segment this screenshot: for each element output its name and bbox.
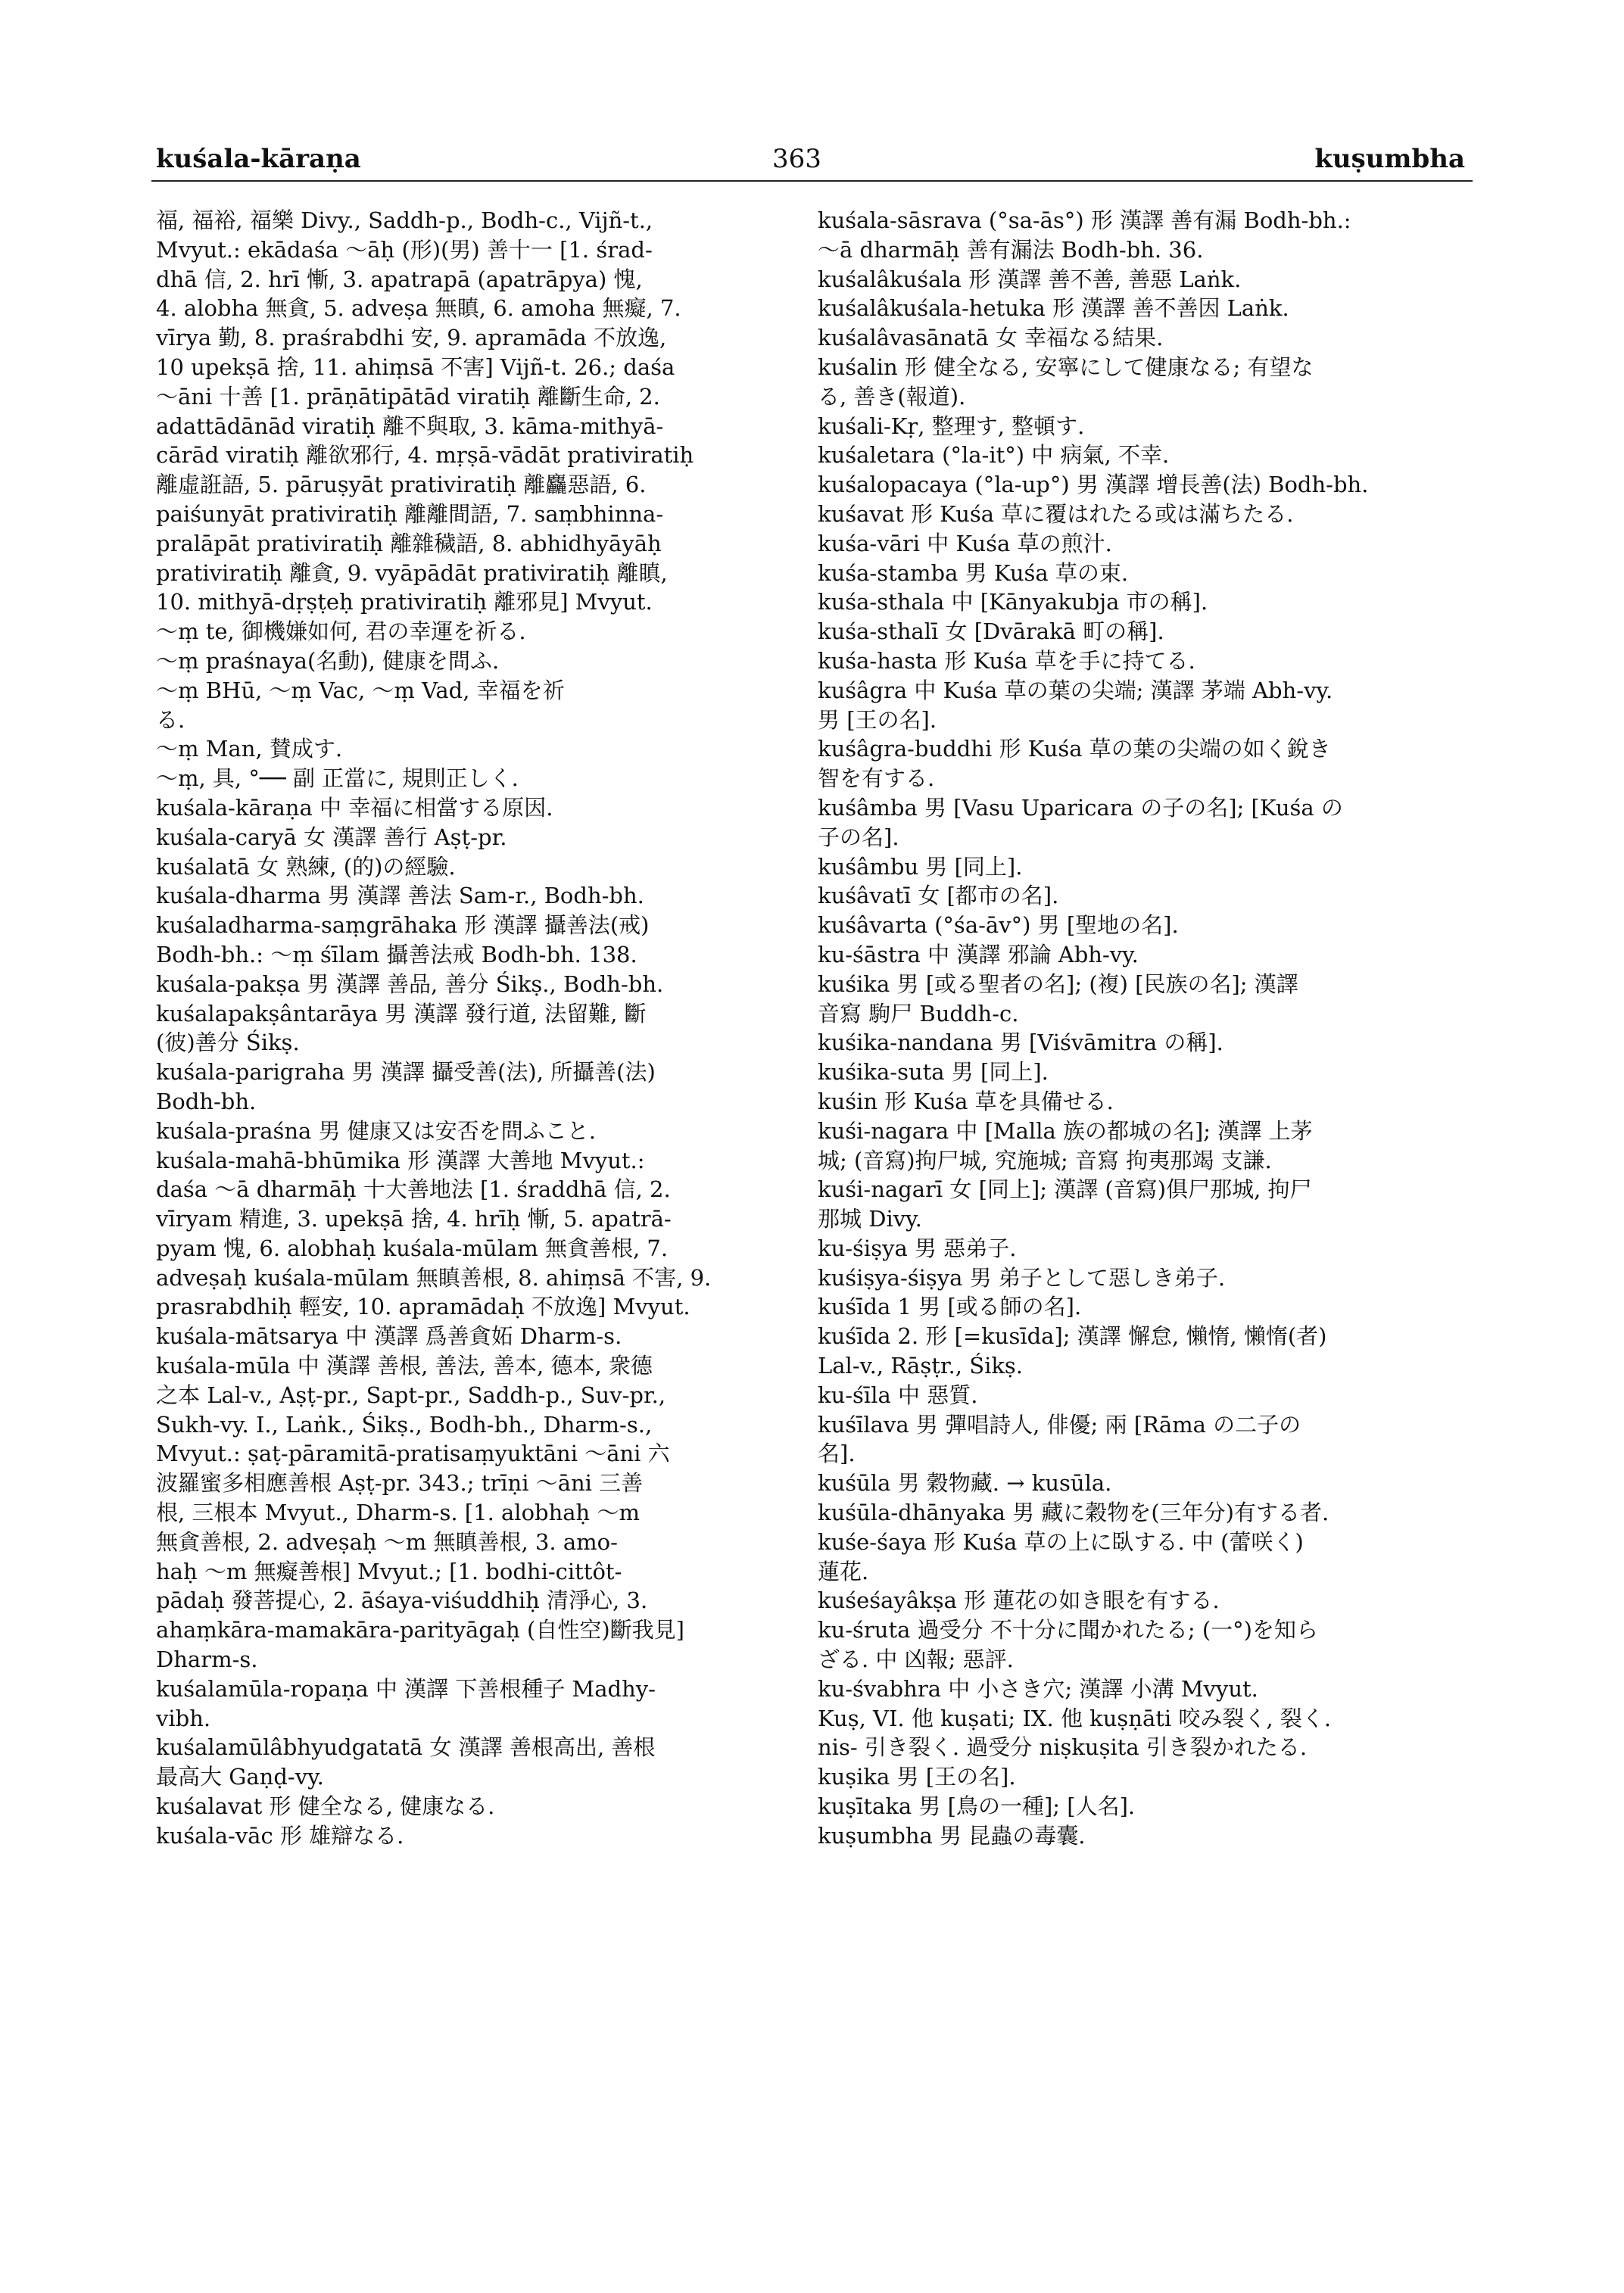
- text-line: Bodh-bh.: [156, 1088, 257, 1114]
- text-line: kuṣika 男 [王の名].: [818, 1764, 1016, 1790]
- text-line: kuśâvatī 女 [都市の名].: [818, 883, 1059, 909]
- text-line: kuśala-kāraṇa 中 幸福に相當する原因.: [156, 794, 553, 821]
- text-line: 那城 Divy.: [818, 1206, 922, 1232]
- text-line: 10. mithyā-dṛṣṭeḥ prativiratiḥ 離邪見] Mvyut.: [156, 589, 653, 615]
- text-line: kuśavat 形 Kuśa 草に覆はれたる或は滿ちたる.: [818, 500, 1294, 527]
- text-line: prasrabdhiḥ 輕安, 10. apramādaḥ 不放逸] Mvyut.: [156, 1294, 690, 1320]
- text-line: kuśa-sthala 中 [Kānyakubja 市の稱].: [818, 589, 1208, 615]
- text-line: 最高大 Gaṇḍ-vy.: [156, 1764, 324, 1790]
- text-line: kuśala-dharma 男 漢譯 善法 Sam-r., Bodh-bh.: [156, 883, 644, 909]
- text-line: kuśa-sthalī 女 [Dvārakā 町の稱].: [818, 618, 1164, 645]
- text-line: kuśala-pakṣa 男 漢譯 善品, 善分 Śikṣ., Bodh-bh.: [156, 970, 664, 997]
- text-line: kuśalamūla-ropaṇa 中 漢譯 下善根種子 Madhy-: [156, 1675, 656, 1702]
- text-line: paiśunyāt prativiratiḥ 離離間語, 7. saṃbhinna-: [156, 500, 664, 527]
- text-line: kuśâvarta (°śa-āv°) 男 [聖地の名].: [818, 912, 1179, 939]
- text-line: kuśa-stamba 男 Kuśa 草の束.: [818, 559, 1129, 586]
- text-line: ～ṃ BHū, ～ṃ Vac, ～ṃ Vad, 幸福を祈: [156, 677, 565, 703]
- text-line: kuśalin 形 健全なる, 安寧にして健康なる; 有望な: [818, 354, 1314, 380]
- text-line: kuśa-vāri 中 Kuśa 草の煎汁.: [818, 530, 1112, 556]
- text-line: kuśala-vāc 形 雄辯なる.: [156, 1822, 404, 1849]
- text-line: adattādānād viratiḥ 離不與取, 3. kāma-mithyā-: [156, 413, 664, 439]
- text-line: 智を有する.: [818, 765, 935, 792]
- text-line: kuśala-caryā 女 漢譯 善行 Aṣṭ-pr.: [156, 824, 507, 850]
- page-number: 363: [772, 144, 821, 174]
- text-line: Mvyut.: ekādaśa ～āḥ (形)(男) 善十一 [1. śrad-: [156, 236, 653, 263]
- text-line: 城; (音寫)拘尸城, 究施城; 音寫 拘夷那竭 支謙.: [818, 1147, 1272, 1173]
- text-line: kuśika-nandana 男 [Viśvāmitra の稱].: [818, 1030, 1223, 1056]
- text-line: vīrya 勤, 8. praśrabdhi 安, 9. apramāda 不放逸,: [156, 325, 667, 351]
- text-line: adveṣaḥ kuśala-mūlam 無瞋善根, 8. ahiṃsā 不害, 9.: [156, 1264, 712, 1291]
- text-line: kuśīlava 男 彈唱詩人, 俳優; 兩 [Rāma の二子の: [818, 1411, 1301, 1438]
- text-line: 離虛誑語, 5. pāruṣyāt prativiratiḥ 離麤惡語, 6.: [156, 472, 647, 498]
- text-line: kuśala-mūla 中 漢譯 善根, 善法, 善本, 德本, 衆德: [156, 1353, 653, 1379]
- text-line: ku-śiṣya 男 惡弟子.: [818, 1235, 1017, 1261]
- text-line: cārād viratiḥ 離欲邪行, 4. mṛṣā-vādāt prativiratiḥ: [156, 442, 694, 469]
- text-line: kuśin 形 Kuśa 草を具備せる.: [818, 1088, 1114, 1114]
- text-line: kuśalapakṣântarāya 男 漢譯 發行道, 法留難, 斷: [156, 1000, 647, 1027]
- text-line: る.: [156, 706, 185, 733]
- text-line: kuśeśayâkṣa 形 蓮花の如き眼を有する.: [818, 1587, 1220, 1614]
- text-line: Bodh-bh.: ～ṃ śīlam 攝善法戒 Bodh-bh. 138.: [156, 941, 637, 967]
- text-line: kuṣītaka 男 [鳥の一種]; [人名].: [818, 1793, 1136, 1820]
- text-line: Lal-v., Rāṣṭr., Śikṣ.: [818, 1353, 1024, 1379]
- text-line: vīryam 精進, 3. upekṣā 捨, 4. hrīḥ 慚, 5. apatrā-: [156, 1206, 672, 1232]
- text-line: haḥ ～m 無癡善根] Mvyut.; [1. bodhi-cittôt-: [156, 1558, 622, 1584]
- text-line: pyam 愧, 6. alobhaḥ kuśala-mūlam 無貪善根, 7.: [156, 1235, 669, 1261]
- text-line: kuṣumbha 男 昆蟲の毒囊.: [818, 1822, 1086, 1849]
- text-line: kuśaladharma-saṃgrāhaka 形 漢譯 攝善法(戒): [156, 912, 650, 939]
- text-line: kuśalavat 形 健全なる, 健康なる.: [156, 1793, 495, 1820]
- right-column: [818, 206, 1469, 1851]
- text-line: kuśaletara (°la-it°) 中 病氣, 不幸.: [818, 442, 1170, 469]
- text-line: pralāpāt prativiratiḥ 離雜穢語, 8. abhidhyāyāḥ: [156, 530, 662, 556]
- text-line: kuśalatā 女 熟練, (的)の經驗.: [156, 853, 456, 880]
- text-line: vibh.: [156, 1705, 211, 1731]
- text-line: ざる. 中 凶報; 惡評.: [818, 1647, 1014, 1673]
- text-line: Sukh-vy. I., Laṅk., Śikṣ., Bodh-bh., Dharm-s.,: [156, 1411, 653, 1438]
- text-line: ～ṃ Man, 賛成す.: [156, 736, 343, 762]
- text-line: 10 upekṣā 捨, 11. ahiṃsā 不害] Vijñ-t. 26.; daśa: [156, 354, 675, 380]
- text-line: kuśalamūlâbhyudgatatā 女 漢譯 善根高出, 善根: [156, 1734, 656, 1761]
- text-line: kuśâgra 中 Kuśa 草の葉の尖端; 漢譯 茅端 Abh-vy.: [818, 677, 1333, 703]
- text-line: kuśi-nagara 中 [Malla 族の都城の名]; 漢譯 上茅: [818, 1117, 1313, 1144]
- text-line: kuśalâvasānatā 女 幸福なる結果.: [818, 325, 1164, 351]
- text-line: 蓮花.: [818, 1558, 869, 1584]
- text-line: kuśâmba 男 [Vasu Uparicara の子の名]; [Kuśa の: [818, 794, 1343, 821]
- text-line: る, 善き(報道).: [818, 383, 966, 410]
- text-line: prativiratiḥ 離貪, 9. vyāpādāt prativiratiḥ 離瞋,: [156, 559, 668, 586]
- text-line: kuśa-hasta 形 Kuśa 草を手に持てる.: [818, 647, 1195, 674]
- text-line: kuśâgra-buddhi 形 Kuśa 草の葉の尖端の如く銳き: [818, 736, 1331, 762]
- text-line: (彼)善分 Śikṣ.: [156, 1030, 300, 1056]
- text-line: ～ṃ praśnaya(名動), 健康を問ふ.: [156, 647, 500, 674]
- text-line: kuśali-Kṛ, 整理す, 整頓す.: [818, 413, 1085, 439]
- text-line: 福, 福裕, 福樂 Divy., Saddh-p., Bodh-c., Vijñ-t.,: [156, 207, 653, 233]
- text-line: 音寫 駒尸 Buddh-c.: [818, 1000, 1019, 1027]
- text-line: Kuṣ, VI. 他 kuṣati; IX. 他 kuṣṇāti 咬み裂く, 裂く.: [818, 1705, 1332, 1731]
- text-line: daśa ～ā dharmāḥ 十大善地法 [1. śraddhā 信, 2.: [156, 1176, 671, 1203]
- text-line: dhā 信, 2. hrī 慚, 3. apatrapā (apatrāpya) 愧,: [156, 266, 643, 292]
- text-line: kuśala-mahā-bhūmika 形 漢譯 大善地 Mvyut.:: [156, 1147, 645, 1173]
- text-line: kuśe-śaya 形 Kuśa 草の上に臥する. 中 (蕾咲く): [818, 1528, 1304, 1555]
- header-rule: [151, 180, 1473, 182]
- text-line: Dharm-s.: [156, 1647, 258, 1673]
- text-line: kuśalâkuśala-hetuka 形 漢譯 善不善因 Laṅk.: [818, 295, 1289, 322]
- text-line: ku-śāstra 中 漢譯 邪論 Abh-vy.: [818, 941, 1139, 967]
- text-line: kuśala-parigraha 男 漢譯 攝受善(法), 所攝善(法): [156, 1059, 656, 1086]
- text-line: kuśala-praśna 男 健康又は安否を問ふこと.: [156, 1117, 597, 1144]
- text-line: 之本 Lal-v., Aṣṭ-pr., Sapt-pr., Saddh-p., Suv-pr.,: [156, 1382, 666, 1408]
- text-line: ku-śīla 中 惡質.: [818, 1382, 978, 1408]
- text-line: 子の名].: [818, 824, 899, 850]
- text-line: ～ā dharmāḥ 善有漏法 Bodh-bh. 36.: [818, 236, 1204, 263]
- text-line: kuśūla-dhānyaka 男 藏に穀物を(三年分)有する者.: [818, 1500, 1329, 1526]
- text-line: Mvyut.: ṣaṭ-pāramitā-pratisaṃyuktāni ～āni 六: [156, 1441, 670, 1467]
- text-line: nis- 引き裂く. 過受分 niṣkuṣita 引き裂かれたる.: [818, 1734, 1308, 1761]
- text-line: kuśika-suta 男 [同上].: [818, 1059, 1049, 1086]
- text-line: kuśīda 2. 形 [=kusīda]; 漢譯 懈怠, 懶惰, 懶惰(者): [818, 1323, 1327, 1350]
- text-line: kuśi-nagarī 女 [同上]; 漢譯 (音寫)俱尸那城, 拘尸: [818, 1176, 1312, 1203]
- text-line: ku-śruta 過受分 不十分に聞かれたる; (一°)を知ら: [818, 1617, 1318, 1643]
- text-line: ahaṃkāra-mamakāra-parityāgaḥ (自性空)斷我見]: [156, 1617, 684, 1643]
- text-line: ～āni 十善 [1. prāṇātipātād viratiḥ 離斷生命, 2.: [156, 383, 660, 410]
- left-guide-word: kuśala-kāraṇa: [156, 144, 361, 174]
- text-line: pādaḥ 發菩提心, 2. āśaya-viśuddhiḥ 清淨心, 3.: [156, 1587, 648, 1614]
- left-column: [156, 206, 807, 1851]
- text-line: kuśiṣya-śiṣya 男 弟子として惡しき弟子.: [818, 1264, 1226, 1291]
- text-line: kuśīda 1 男 [或る師の名].: [818, 1294, 1082, 1320]
- text-line: kuśalopacaya (°la-up°) 男 漢譯 增長善(法) Bodh-bh.: [818, 472, 1369, 498]
- text-line: kuśala-mātsarya 中 漢譯 爲善貪妬 Dharm-s.: [156, 1323, 622, 1350]
- text-line: ku-śvabhra 中 小さき穴; 漢譯 小溝 Mvyut.: [818, 1675, 1258, 1702]
- text-line: kuśalâkuśala 形 漢譯 善不善, 善惡 Laṅk.: [818, 266, 1242, 292]
- text-line: ～ṃ, 具, °── 副 正當に, 規則正しく.: [156, 765, 519, 792]
- text-line: 根, 三根本 Mvyut., Dharm-s. [1. alobhaḥ ～m: [156, 1500, 640, 1526]
- text-line: 4. alobha 無貪, 5. adveṣa 無瞋, 6. amoha 無癡, 7.: [156, 295, 681, 322]
- right-guide-word: kuṣumbha: [1314, 144, 1465, 174]
- text-line: kuśâmbu 男 [同上].: [818, 853, 1023, 880]
- text-line: ～ṃ te, 御機嫌如何, 君の幸運を祈る.: [156, 618, 526, 645]
- text-line: 男 [王の名].: [818, 706, 937, 733]
- text-line: 名].: [818, 1441, 856, 1467]
- text-line: kuśūla 男 穀物藏. → kusūla.: [818, 1470, 1112, 1497]
- text-line: kuśala-sāsrava (°sa-ās°) 形 漢譯 善有漏 Bodh-bh.:: [818, 207, 1351, 233]
- text-line: kuśika 男 [或る聖者の名]; (複) [民族の名]; 漢譯: [818, 970, 1298, 997]
- text-line: 無貪善根, 2. adveṣaḥ ～m 無瞋善根, 3. amo-: [156, 1528, 618, 1555]
- text-line: 波羅蜜多相應善根 Aṣṭ-pr. 343.; trīṇi ～āni 三善: [156, 1470, 644, 1497]
